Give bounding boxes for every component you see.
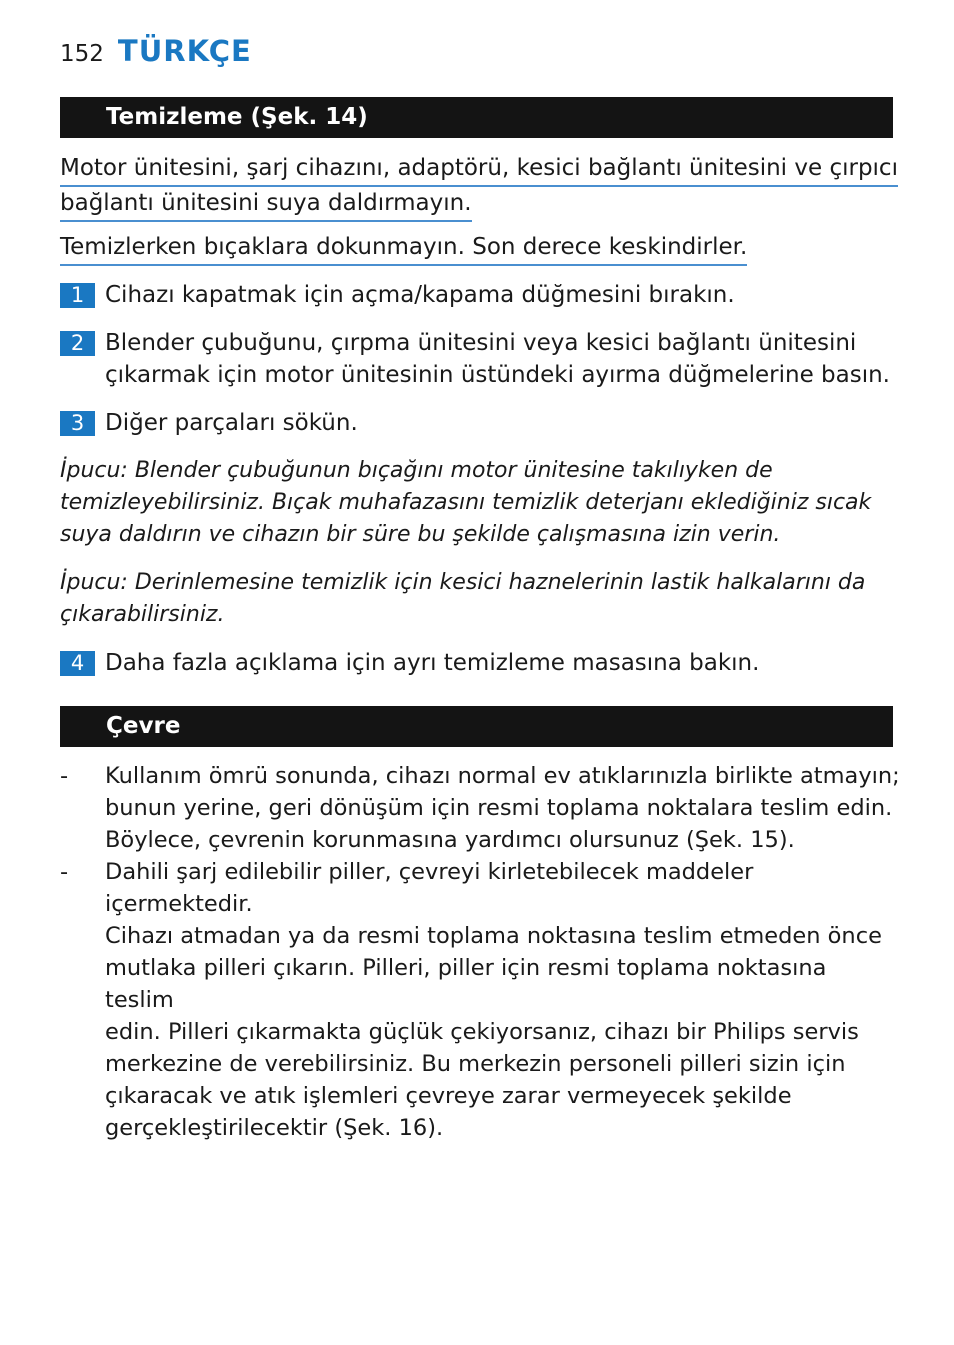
bullet-text xyxy=(105,856,900,1144)
tip-line: suya daldırın ve cihazın bir süre bu şekilde çalışmasına izin verin. xyxy=(60,522,781,547)
bullet-dash: - xyxy=(60,859,69,885)
bullet-item-batteries xyxy=(60,856,900,1144)
tip-blender-blade xyxy=(60,455,880,551)
tip-line: İpucu: Derinlemesine temizlik için kesici haznelerinin lastik halkalarını da xyxy=(60,570,866,595)
step-text xyxy=(105,279,900,311)
page-number: 152 xyxy=(60,41,104,67)
step-line: çıkarmak için motor ünitesinin üstündeki ayırma düğmelerine basın. xyxy=(105,362,890,388)
step-number-badge: 4 xyxy=(60,651,95,676)
bullet-line: gerçekleştirilecektir (Şek. 16). xyxy=(105,1115,444,1141)
tip-rubber-rings xyxy=(60,567,880,631)
warning-line: Motor ünitesini, şarj cihazını, adaptörü, kesici bağlantı ünitesini ve çırpıcı xyxy=(60,152,898,187)
tip-line: İpucu: Blender çubuğunun bıçağını motor ünitesine takılıyken de xyxy=(60,458,773,483)
bullet-line: Böylece, çevrenin korunmasına yardımcı olursunuz (Şek. 15). xyxy=(105,827,795,853)
language-title: TÜRKÇE xyxy=(117,34,252,68)
step-number-badge: 1 xyxy=(60,283,95,308)
step-3 xyxy=(60,407,900,439)
bullet-line: çıkaracak ve atık işlemleri çevreye zarar vermeyecek şekilde xyxy=(105,1083,792,1109)
warning-blades xyxy=(60,231,747,266)
bullet-text xyxy=(105,760,900,856)
step-text xyxy=(105,327,900,391)
bullet-line: mutlaka pilleri çıkarın. Pilleri, piller için resmi toplama noktasına teslim xyxy=(105,955,827,1013)
step-line: Diğer parçaları sökün. xyxy=(105,410,358,436)
step-1 xyxy=(60,279,900,311)
bullet-item-disposal xyxy=(60,760,900,856)
step-line: Blender çubuğunu, çırpma ünitesini veya kesici bağlantı ünitesini xyxy=(105,330,857,356)
bullet-line: edin. Pilleri çıkarmakta güçlük çekiyorsanız, cihazı bir Philips servis xyxy=(105,1019,859,1045)
step-text xyxy=(105,407,900,439)
step-number-badge: 2 xyxy=(60,331,95,356)
bullet-line: Dahili şarj edilebilir piller, çevreyi kirletebilecek maddeler içermektedir. xyxy=(105,859,754,917)
environment-bullets xyxy=(60,760,900,1144)
bullet-dash: - xyxy=(60,763,69,789)
warning-line: bağlantı ünitesini suya daldırmayın. xyxy=(60,187,472,222)
warning-submerge xyxy=(60,152,898,222)
step-number-badge: 3 xyxy=(60,411,95,436)
section-title-cleaning: Temizleme (Şek. 14) xyxy=(60,97,893,138)
step-text xyxy=(105,647,900,679)
bullet-line: Cihazı atmadan ya da resmi toplama noktasına teslim etmeden önce xyxy=(105,923,882,949)
bullet-line: bunun yerine, geri dönüşüm için resmi toplama noktalara teslim edin. xyxy=(105,795,893,821)
step-4 xyxy=(60,647,900,679)
bullet-line: Kullanım ömrü sonunda, cihazı normal ev atıklarınızla birlikte atmayın; xyxy=(105,763,900,789)
page-header xyxy=(60,34,252,74)
step-line: Cihazı kapatmak için açma/kapama düğmesini bırakın. xyxy=(105,282,735,308)
tip-line: çıkarabilirsiniz. xyxy=(60,602,225,627)
warning-line: Temizlerken bıçaklara dokunmayın. Son derece keskindirler. xyxy=(60,231,747,266)
step-line: Daha fazla açıklama için ayrı temizleme masasına bakın. xyxy=(105,650,760,676)
bullet-line: merkezine de verebilirsiniz. Bu merkezin personeli pilleri sizin için xyxy=(105,1051,846,1077)
step-2 xyxy=(60,327,900,391)
tip-line: temizleyebilirsiniz. Bıçak muhafazasını temizlik deterjanı eklediğiniz sıcak xyxy=(60,490,872,515)
section-title-environment: Çevre xyxy=(60,706,893,747)
